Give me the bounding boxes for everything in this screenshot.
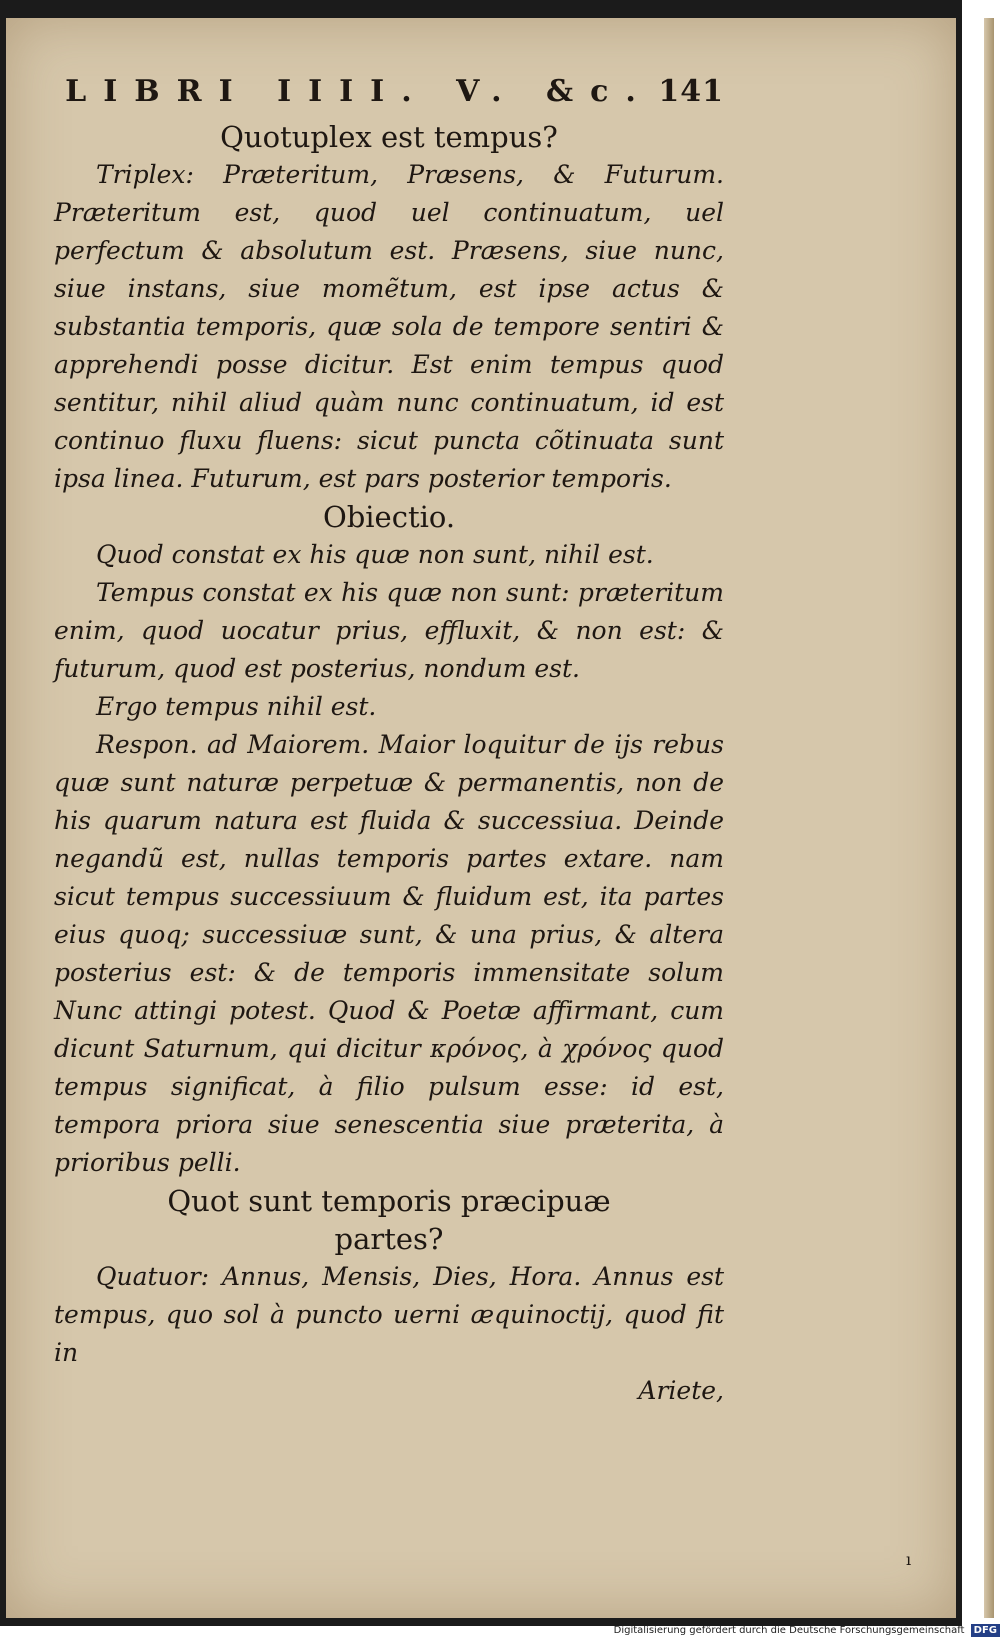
footer-text: Digitalisierung gefördert durch die Deutsche Forschungsgemeinschaft — [613, 1625, 965, 1636]
section-heading: Obiectio. — [322, 500, 456, 534]
paragraph: Tempus constat ex his quæ non sunt: præteritum enim, quod uocatur prius, effluxit, & non est: & futurum, quod est posterius, nondum est. — [54, 578, 724, 683]
paragraph: Quatuor: Annus, Mensis, Dies, Hora. Annus est tempus, quo sol à puncto uerni æquinoctij, quod fit in — [54, 1262, 724, 1367]
footer-credit — [580, 1622, 1000, 1639]
section-heading: Quot sunt temporis præcipuæ partes? — [167, 1184, 611, 1256]
paragraph: Respon. ad Maiorem. Maior loquitur de ijs rebus quæ sunt naturæ perpetuæ & permanentis, non de his quarum natura est fluida & successiua. Deinde negandũ est, nullas temporis partes extare. nam sicut tempus successiuum & fluidum est, ita partes eius quoq; successiuæ sunt, & una prius, & altera posterius est: & de temporis immensitate solum Nunc attingi potest. Quod & Poetæ affirmant, cum dicunt Saturnum, qui dicitur κρόνος, à χρόνος quod tempus significat, à filio pulsum esse: id est, tempora priora siue senescentia siue præterita, à prioribus pelli. — [54, 730, 724, 1177]
paragraph: Ergo tempus nihil est. — [96, 692, 377, 721]
section-heading: Quotuplex est tempus? — [220, 120, 558, 154]
catchword: Ariete, — [638, 1376, 724, 1405]
paragraph: Quod constat ex his quæ non sunt, nihil est. — [96, 540, 654, 569]
page-edge — [984, 18, 994, 1618]
margin-mark: ı — [906, 1550, 912, 1569]
paragraph: Triplex: Præteritum, Præsens, & Futurum. Præteritum est, quod uel continuatum, uel perfectum & absolutum est. Præsens, siue nunc, siue instans, siue momẽtum, est ipse actus & substantia temporis, quæ sola de tempore sentiri & apprehendi posse dicitur. Est enim tempus quod sentitur, nihil aliud quàm nunc continuatum, id est continuo fluxu fluens: sicut puncta cõtinuata sunt ipsa linea. Futurum, est pars posterior temporis. — [54, 160, 724, 493]
folio-number: 141 — [658, 74, 724, 109]
dfg-logo: DFG — [971, 1624, 1000, 1637]
running-head — [54, 74, 724, 118]
text-block — [54, 74, 724, 1410]
running-head-title: LIBRI IIII. V. &c. — [65, 74, 653, 109]
